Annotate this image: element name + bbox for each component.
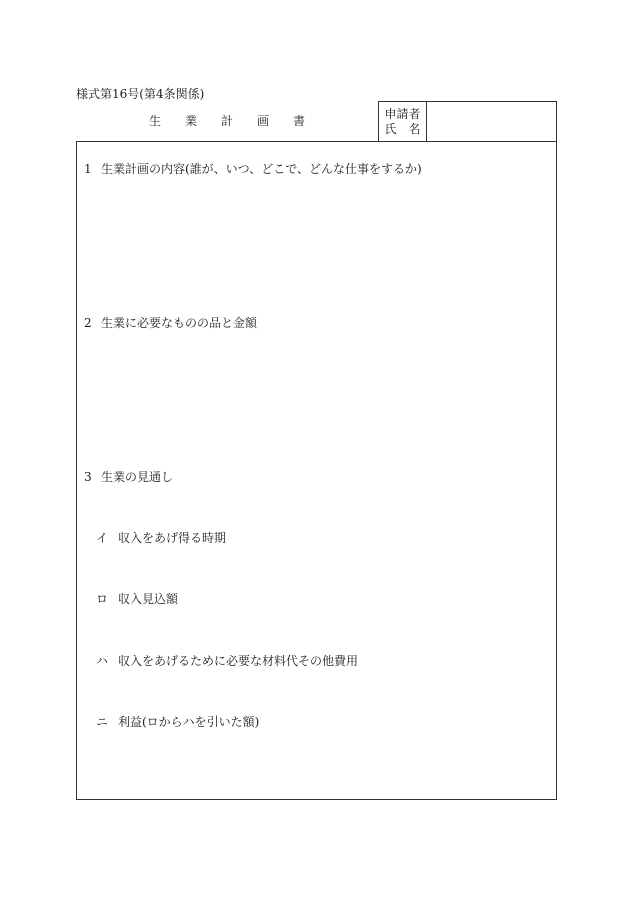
header-row <box>76 101 557 142</box>
section-number: 2 <box>84 316 92 330</box>
applicant-box <box>378 101 557 142</box>
subitem-mark: イ <box>96 531 109 545</box>
subitem-mark: ニ <box>96 715 109 729</box>
plan-content-box <box>76 141 557 800</box>
section-text: 生業の見通し <box>101 470 174 484</box>
section-1 <box>84 160 422 177</box>
title-char: 計 <box>220 114 233 128</box>
section-number: 3 <box>84 470 92 484</box>
subitem-text: 収入見込額 <box>118 592 179 606</box>
title-char: 画 <box>256 114 269 128</box>
title-char: 書 <box>292 114 305 128</box>
title-char: 業 <box>184 114 197 128</box>
applicant-label <box>379 102 427 141</box>
subitem-text: 利益(ロからハを引いた額) <box>118 715 260 729</box>
subitem-ro <box>96 590 178 607</box>
section-2 <box>84 314 257 331</box>
subitem-ha <box>96 652 358 669</box>
subitem-i <box>96 529 226 546</box>
section-text: 生業計画の内容(誰が、いつ、どこで、どんな仕事をするか) <box>101 162 422 176</box>
applicant-name-field[interactable] <box>427 102 556 141</box>
subitem-text: 収入をあげ得る時期 <box>118 531 227 545</box>
subitem-mark: ハ <box>96 654 109 668</box>
section-text: 生業に必要なものの品と金額 <box>101 316 258 330</box>
subitem-ni <box>96 713 259 730</box>
document-title <box>76 101 378 142</box>
subitem-mark: ロ <box>96 592 109 606</box>
applicant-label-line1: 申請者 <box>384 107 421 121</box>
section-3 <box>84 468 173 485</box>
form-number: 様式第16号(第4条関係) <box>76 87 205 101</box>
section-number: 1 <box>84 162 92 176</box>
title-char: 生 <box>148 114 161 128</box>
applicant-label-line2: 氏 名 <box>384 122 421 136</box>
subitem-text: 収入をあげるために必要な材料代その他費用 <box>118 654 359 668</box>
